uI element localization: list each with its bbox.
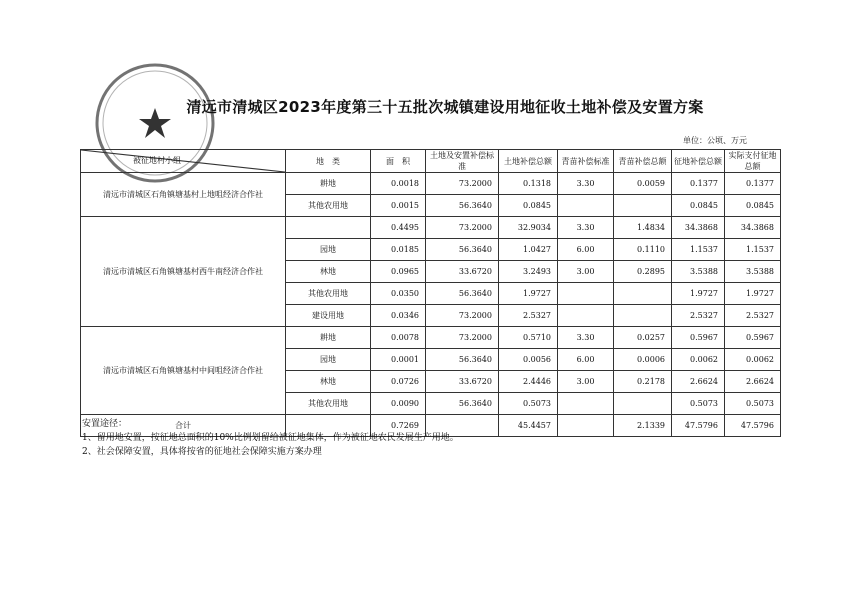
cell-actual-total: 34.3868 (725, 217, 781, 239)
cell-crop-standard (558, 283, 614, 305)
header-standard: 土地及安置补偿标准 (426, 150, 499, 173)
header-village: 被征地村小组 (81, 150, 286, 173)
cell-standard: 73.2000 (426, 217, 499, 239)
cell-crop-total: 0.0006 (614, 349, 672, 371)
cell-standard: 56.3640 (426, 283, 499, 305)
table-row (81, 327, 781, 349)
total-land: 45.4457 (499, 415, 558, 437)
cell-crop-standard (558, 393, 614, 415)
cell-land-total: 0.0056 (499, 349, 558, 371)
cell-crop-standard: 3.30 (558, 173, 614, 195)
cell-standard: 56.3640 (426, 195, 499, 217)
cell-land-total: 0.1318 (499, 173, 558, 195)
compensation-table (80, 149, 781, 437)
cell-crop-standard: 3.30 (558, 217, 614, 239)
cell-crop-standard (558, 305, 614, 327)
cell-standard: 73.2000 (426, 173, 499, 195)
header-actual-total: 实际支付征地总额 (725, 150, 781, 173)
cell-crop-total: 0.0257 (614, 327, 672, 349)
total-label: 合计 (81, 415, 286, 437)
cell-area: 0.0090 (371, 393, 426, 415)
cell-land-type: 园地 (286, 349, 371, 371)
cell-crop-total: 0.2178 (614, 371, 672, 393)
cell-crop-total: 0.2895 (614, 261, 672, 283)
cell-land-total: 32.9034 (499, 217, 558, 239)
cell-actual-total: 0.5967 (725, 327, 781, 349)
header-crop-standard: 青苗补偿标准 (558, 150, 614, 173)
cell-actual-total: 3.5388 (725, 261, 781, 283)
page-title: 清远市清城区2023年度第三十五批次城镇建设用地征收土地补偿及安置方案 (186, 98, 704, 116)
cell-crop-total: 0.1110 (614, 239, 672, 261)
cell-standard: 73.2000 (426, 305, 499, 327)
cell-area: 0.0346 (371, 305, 426, 327)
cell-area: 0.0015 (371, 195, 426, 217)
cell-land-total: 0.0845 (499, 195, 558, 217)
cell-actual-total: 0.1377 (725, 173, 781, 195)
cell-actual-total: 2.6624 (725, 371, 781, 393)
cell-crop-total: 0.0059 (614, 173, 672, 195)
cell-crop-standard (558, 195, 614, 217)
cell-standard: 33.6720 (426, 371, 499, 393)
table-row (81, 217, 781, 239)
header-row (81, 150, 781, 173)
cell-crop-standard: 6.00 (558, 239, 614, 261)
cell-crop-total (614, 283, 672, 305)
total-crop: 2.1339 (614, 415, 672, 437)
cell-land-total: 0.5710 (499, 327, 558, 349)
cell-levy-total: 0.0845 (672, 195, 725, 217)
header-crop-total: 青苗补偿总额 (614, 150, 672, 173)
total-levy: 47.5796 (672, 415, 725, 437)
cell-crop-standard: 3.00 (558, 371, 614, 393)
table-row (81, 173, 781, 195)
cell-land-total: 1.0427 (499, 239, 558, 261)
cell-land-total: 0.5073 (499, 393, 558, 415)
cell-levy-total: 0.5073 (672, 393, 725, 415)
cell-levy-total: 34.3868 (672, 217, 725, 239)
cell-crop-total: 1.4834 (614, 217, 672, 239)
cell-actual-total: 1.1537 (725, 239, 781, 261)
cell-crop-standard: 6.00 (558, 349, 614, 371)
cell-land-total: 2.5327 (499, 305, 558, 327)
village-name-cell: 清远市清城区石角镇塘基村上地咀经济合作社 (81, 173, 286, 217)
total-actual: 47.5796 (725, 415, 781, 437)
village-name-cell: 清远市清城区石角镇塘基村中间咀经济合作社 (81, 327, 286, 415)
cell-actual-total: 0.5073 (725, 393, 781, 415)
notes-heading: 安置途径： (82, 419, 128, 429)
cell-levy-total: 0.0062 (672, 349, 725, 371)
notes-line-2: 2、社会保障安置，具体将按省的征地社会保障实施方案办理 (82, 447, 322, 457)
cell-crop-total (614, 305, 672, 327)
cell-levy-total: 2.5327 (672, 305, 725, 327)
cell-land-type: 其他农用地 (286, 195, 371, 217)
cell-levy-total: 3.5388 (672, 261, 725, 283)
notes-line-1: 1、留用地安置，按征地总面积的10%比例划留给被征地集体，作为被征地农民发展生产用地。 (82, 433, 459, 443)
header-land-type: 地 类 (286, 150, 371, 173)
cell-land-type: 耕地 (286, 173, 371, 195)
cell-area: 0.4495 (371, 217, 426, 239)
cell-area: 0.0965 (371, 261, 426, 283)
cell-land-total: 3.2493 (499, 261, 558, 283)
cell-land-type: 林地 (286, 261, 371, 283)
cell-land-type: 建设用地 (286, 305, 371, 327)
cell-levy-total: 1.1537 (672, 239, 725, 261)
cell-land-total: 2.4446 (499, 371, 558, 393)
total-crop-standard (558, 415, 614, 437)
cell-standard: 33.6720 (426, 261, 499, 283)
cell-crop-total (614, 195, 672, 217)
cell-area: 0.0001 (371, 349, 426, 371)
total-area: 0.7269 (371, 415, 426, 437)
cell-area: 0.0078 (371, 327, 426, 349)
cell-levy-total: 1.9727 (672, 283, 725, 305)
cell-area: 0.0018 (371, 173, 426, 195)
cell-levy-total: 0.1377 (672, 173, 725, 195)
cell-crop-standard: 3.30 (558, 327, 614, 349)
cell-standard: 56.3640 (426, 239, 499, 261)
header-levy-total: 征地补偿总额 (672, 150, 725, 173)
unit-label: 单位：公顷、万元 (683, 136, 747, 145)
cell-crop-total (614, 393, 672, 415)
cell-crop-standard: 3.00 (558, 261, 614, 283)
cell-land-type: 园地 (286, 239, 371, 261)
cell-standard: 73.2000 (426, 327, 499, 349)
cell-actual-total: 1.9727 (725, 283, 781, 305)
village-name-cell: 清远市清城区石角镇塘基村西牛南经济合作社 (81, 217, 286, 327)
cell-land-total: 1.9727 (499, 283, 558, 305)
notes (82, 417, 459, 459)
header-land-total: 土地补偿总额 (499, 150, 558, 173)
cell-land-type: 其他农用地 (286, 393, 371, 415)
cell-land-type: 林地 (286, 371, 371, 393)
cell-actual-total: 2.5327 (725, 305, 781, 327)
cell-land-type (286, 217, 371, 239)
cell-standard: 56.3640 (426, 393, 499, 415)
header-area: 面 积 (371, 150, 426, 173)
cell-actual-total: 0.0845 (725, 195, 781, 217)
cell-area: 0.0726 (371, 371, 426, 393)
cell-levy-total: 2.6624 (672, 371, 725, 393)
cell-land-type: 耕地 (286, 327, 371, 349)
cell-land-type: 其他农用地 (286, 283, 371, 305)
cell-levy-total: 0.5967 (672, 327, 725, 349)
cell-standard: 56.3640 (426, 349, 499, 371)
cell-area: 0.0185 (371, 239, 426, 261)
cell-actual-total: 0.0062 (725, 349, 781, 371)
cell-area: 0.0350 (371, 283, 426, 305)
